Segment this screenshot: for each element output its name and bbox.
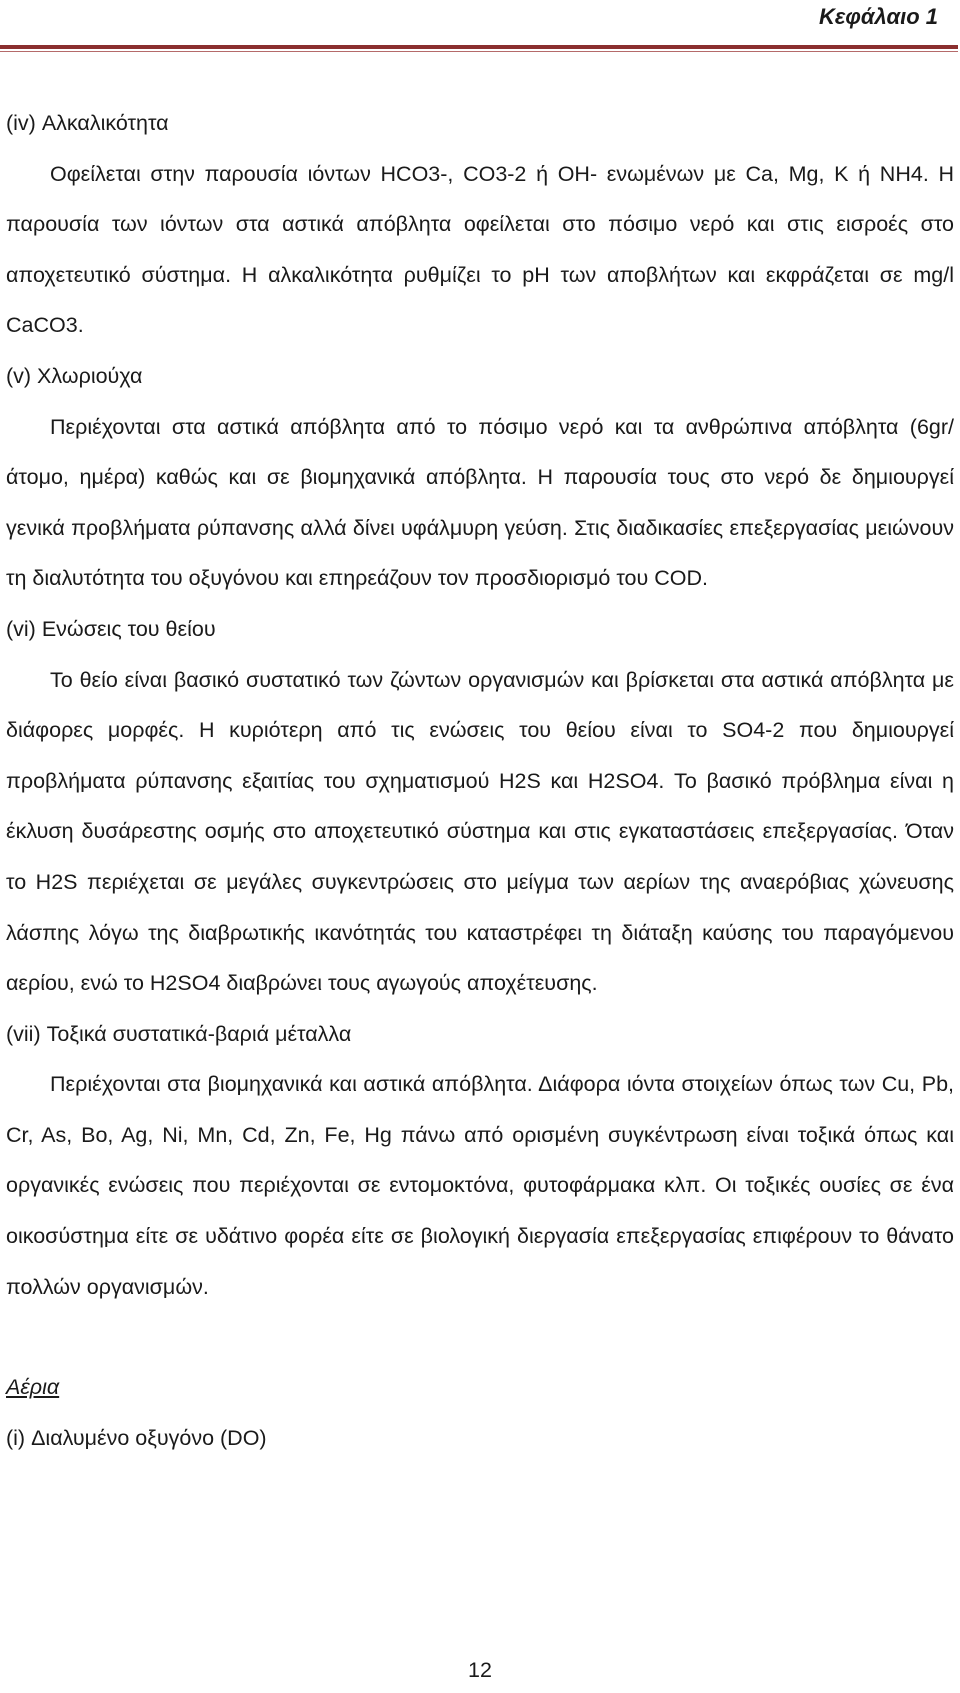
paragraph-chlorides: Περιέχονται στα αστικά απόβλητα από το πόσιμο νερό και τα ανθρώπινα απόβλητα (6gr/ άτομο, ημέρα) καθώς και σε βιομηχανικά απόβλητα. Η παρουσία τους στο νερό δε δημιουργεί γενικά προβλήματα ρύπανσης αλλά δίνει υφάλμυρη γεύση. Στις διαδικασίες επεξεργασίας μειώνουν τη διαλυτότητα του οξυγόνου και επηρεάζουν τον προσδιορισμό του COD. — [6, 414, 954, 591]
paragraph-alkalinity: Οφείλεται στην παρουσία ιόντων HCO3-, CO3-2 ή OH- ενωμένων με Ca, Mg, K ή NH4. Η παρουσία των ιόντων στα αστικά απόβλητα οφείλεται στο πόσιμο νερό και στις εισροές στο αποχετευτικό σύστημα. Η αλκαλικότητα ρυθμίζει το pH των αποβλήτων και εκφράζεται σε mg/l CaCO3. — [6, 161, 954, 338]
chapter-title: Κεφάλαιο 1 — [818, 4, 938, 29]
header-rule-thick — [0, 45, 958, 49]
section-spacer — [6, 1312, 954, 1362]
document-body — [6, 98, 954, 1463]
heading-dissolved-oxygen: (i) Διαλυμένο οξυγόνο (DO) — [6, 1425, 267, 1450]
heading-toxic-metals: (vii) Τοξικά συστατικά-βαριά μέταλλα — [6, 1021, 352, 1046]
paragraph-sulfur: Το θείο είναι βασικό συστατικό των ζώντων οργανισμών και βρίσκεται στα αστικά απόβλητα με διάφορες μορφές. Η κυριότερη από τις ενώσεις του θείου είναι το SO4-2 που δημιουργεί προβλήματα ρύπανσης εξαιτίας του σχηματισμού H2S και H2SO4. Το βασικό πρόβλημα είναι η έκλυση δυσάρεστης οσμής στο αποχετευτικό σύστημα και στις εγκαταστάσεις επεξεργασίας. Όταν το H2S περιέχεται σε μεγάλες συγκεντρώσεις στο μείγμα των αερίων της αναερόβιας χώνευσης λάσπης λόγω της διαβρωτικής ικανότητάς του καταστρέφει τη διάταξη καύσης του παραγόμενου αερίου, ενώ το H2SO4 διαβρώνει τους αγωγούς αποχέτευσης. — [6, 667, 954, 996]
header-rule-thin — [0, 51, 958, 52]
paragraph-toxic-metals: Περιέχονται στα βιομηχανικά και αστικά απόβλητα. Διάφορα ιόντα στοιχείων όπως των Cu, Pb, Cr, As, Bo, Ag, Ni, Mn, Cd, Zn, Fe, Hg πάνω από ορισμένη συγκέντρωση είναι τοξικά όπως και οργανικές ενώσεις που περιέχονται σε εντομοκτόνα, φυτοφάρμακα κλπ. Οι τοξικές ουσίες σε ένα οικοσύστημα είτε σε υδάτινο φορέα είτε σε βιολογική διεργασία επεξεργασίας επιφέρουν το θάνατο πολλών οργανισμών. — [6, 1072, 954, 1299]
heading-chlorides: (v) Χλωριούχα — [6, 363, 143, 388]
heading-alkalinity: (iv) Αλκαλικότητα — [6, 111, 169, 135]
section-title-gases: Αέρια — [6, 1375, 60, 1400]
heading-sulfur: (vi) Ενώσεις του θείου — [6, 616, 216, 641]
page-number: 12 — [468, 1658, 492, 1682]
page-header — [0, 0, 960, 60]
